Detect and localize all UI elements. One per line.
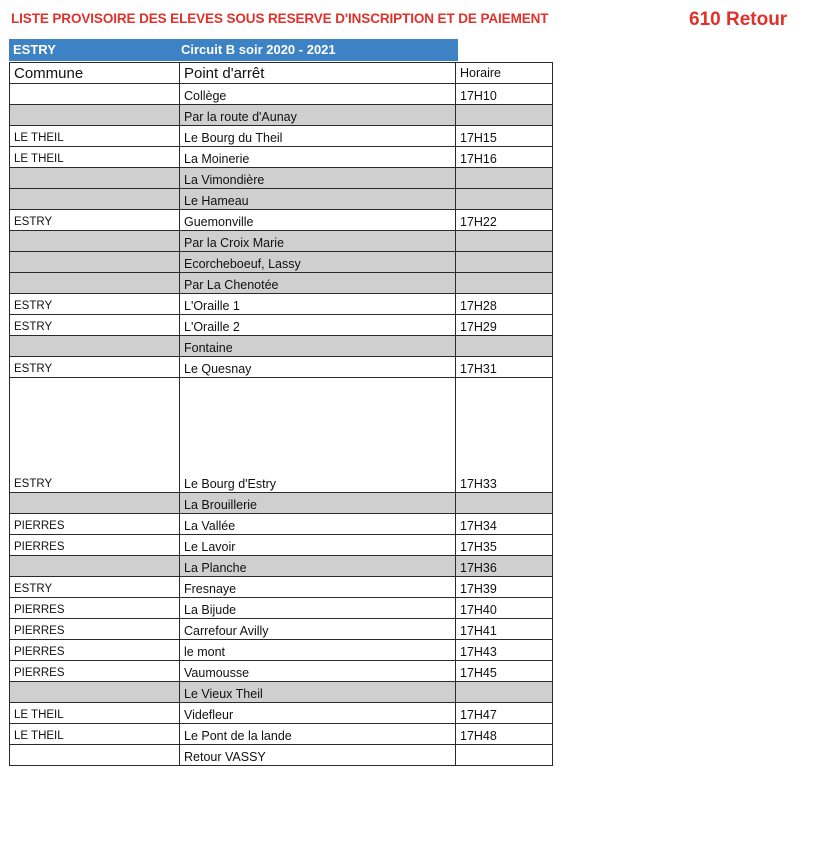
time-cell <box>456 493 553 514</box>
banner-circuit: Circuit B soir 2020 - 2021 <box>181 42 336 57</box>
table-row <box>10 294 553 315</box>
commune-cell: PIERRES <box>10 514 180 535</box>
stop-cell: Par La Chenotée <box>180 273 456 294</box>
commune-cell: PIERRES <box>10 619 180 640</box>
table-row <box>10 378 553 493</box>
time-cell: 17H35 <box>456 535 553 556</box>
time-cell: 17H39 <box>456 577 553 598</box>
commune-cell <box>10 231 180 252</box>
commune-cell <box>10 745 180 766</box>
banner-commune: ESTRY <box>13 42 56 57</box>
table-row <box>10 336 553 357</box>
stop-cell: le mont <box>180 640 456 661</box>
commune-cell <box>10 84 180 105</box>
document-title: LISTE PROVISOIRE DES ELEVES SOUS RESERVE D'INSCRIPTION ET DE PAIEMENT <box>11 11 549 26</box>
time-cell: 17H15 <box>456 126 553 147</box>
table-row <box>10 252 553 273</box>
commune-cell: PIERRES <box>10 535 180 556</box>
commune-cell: ESTRY <box>10 210 180 231</box>
commune-cell: LE THEIL <box>10 126 180 147</box>
table-row <box>10 315 553 336</box>
table-row <box>10 105 553 126</box>
stop-cell: Par la Croix Marie <box>180 231 456 252</box>
stop-cell: Collège <box>180 84 456 105</box>
stop-cell: Par la route d'Aunay <box>180 105 456 126</box>
time-cell: 17H28 <box>456 294 553 315</box>
commune-cell <box>10 273 180 294</box>
time-cell: 17H10 <box>456 84 553 105</box>
table-row <box>10 189 553 210</box>
stop-cell: Vaumousse <box>180 661 456 682</box>
table-header-row <box>10 63 553 84</box>
stop-cell: Le Lavoir <box>180 535 456 556</box>
stop-cell: La Vallée <box>180 514 456 535</box>
stop-cell: Guemonville <box>180 210 456 231</box>
commune-cell <box>10 252 180 273</box>
commune-cell: PIERRES <box>10 598 180 619</box>
stops-table-body <box>10 84 553 766</box>
stop-cell: Le Hameau <box>180 189 456 210</box>
time-cell: 17H48 <box>456 724 553 745</box>
commune-cell <box>10 682 180 703</box>
time-cell: 17H34 <box>456 514 553 535</box>
table-row <box>10 168 553 189</box>
table-row <box>10 147 553 168</box>
time-cell <box>456 189 553 210</box>
column-header-time: Horaire <box>456 63 553 84</box>
table-row <box>10 493 553 514</box>
time-cell <box>456 745 553 766</box>
commune-cell: ESTRY <box>10 378 180 493</box>
table-row <box>10 661 553 682</box>
table-row <box>10 514 553 535</box>
table-row <box>10 703 553 724</box>
time-cell: 17H45 <box>456 661 553 682</box>
commune-cell <box>10 168 180 189</box>
time-cell: 17H43 <box>456 640 553 661</box>
commune-cell: ESTRY <box>10 357 180 378</box>
table-row <box>10 535 553 556</box>
table-row <box>10 598 553 619</box>
table-row <box>10 682 553 703</box>
commune-cell: LE THEIL <box>10 147 180 168</box>
table-row <box>10 84 553 105</box>
table-row <box>10 126 553 147</box>
time-cell <box>456 231 553 252</box>
commune-cell: PIERRES <box>10 661 180 682</box>
commune-cell <box>10 493 180 514</box>
time-cell <box>456 252 553 273</box>
stop-cell: Le Bourg du Theil <box>180 126 456 147</box>
stop-cell: La Vimondière <box>180 168 456 189</box>
time-cell <box>456 273 553 294</box>
table-row <box>10 273 553 294</box>
stop-cell: La Bijude <box>180 598 456 619</box>
table-row <box>10 556 553 577</box>
stop-cell: Videfleur <box>180 703 456 724</box>
stop-cell: L'Oraille 1 <box>180 294 456 315</box>
time-cell: 17H40 <box>456 598 553 619</box>
route-label: 610 Retour <box>689 9 788 30</box>
time-cell <box>456 336 553 357</box>
table-row <box>10 619 553 640</box>
stop-cell: L'Oraille 2 <box>180 315 456 336</box>
commune-cell <box>10 105 180 126</box>
stop-cell: Le Pont de la lande <box>180 724 456 745</box>
table-row <box>10 745 553 766</box>
stop-cell: Le Vieux Theil <box>180 682 456 703</box>
commune-cell: LE THEIL <box>10 703 180 724</box>
table-row <box>10 231 553 252</box>
stop-cell: Ecorcheboeuf, Lassy <box>180 252 456 273</box>
commune-cell <box>10 336 180 357</box>
commune-cell <box>10 556 180 577</box>
commune-cell: LE THEIL <box>10 724 180 745</box>
table-row <box>10 210 553 231</box>
stop-cell: Le Bourg d'Estry <box>180 378 456 493</box>
table-row <box>10 724 553 745</box>
commune-cell: PIERRES <box>10 640 180 661</box>
time-cell: 17H41 <box>456 619 553 640</box>
time-cell <box>456 105 553 126</box>
table-row <box>10 357 553 378</box>
time-cell: 17H22 <box>456 210 553 231</box>
time-cell: 17H31 <box>456 357 553 378</box>
stop-cell: Le Quesnay <box>180 357 456 378</box>
stop-cell: La Moinerie <box>180 147 456 168</box>
table-row <box>10 577 553 598</box>
time-cell: 17H33 <box>456 378 553 493</box>
time-cell: 17H29 <box>456 315 553 336</box>
time-cell <box>456 682 553 703</box>
stop-cell: Fresnaye <box>180 577 456 598</box>
stop-cell: La Brouillerie <box>180 493 456 514</box>
column-header-stop: Point d'arrêt <box>180 63 456 84</box>
stop-cell: La Planche <box>180 556 456 577</box>
stop-cell: Retour VASSY <box>180 745 456 766</box>
stop-cell: Carrefour Avilly <box>180 619 456 640</box>
commune-cell: ESTRY <box>10 294 180 315</box>
stops-table <box>9 62 553 766</box>
commune-cell: ESTRY <box>10 577 180 598</box>
stop-cell: Fontaine <box>180 336 456 357</box>
time-cell: 17H47 <box>456 703 553 724</box>
time-cell: 17H36 <box>456 556 553 577</box>
time-cell: 17H16 <box>456 147 553 168</box>
circuit-banner <box>9 39 458 61</box>
time-cell <box>456 168 553 189</box>
table-row <box>10 640 553 661</box>
column-header-commune: Commune <box>10 63 180 84</box>
commune-cell <box>10 189 180 210</box>
commune-cell: ESTRY <box>10 315 180 336</box>
